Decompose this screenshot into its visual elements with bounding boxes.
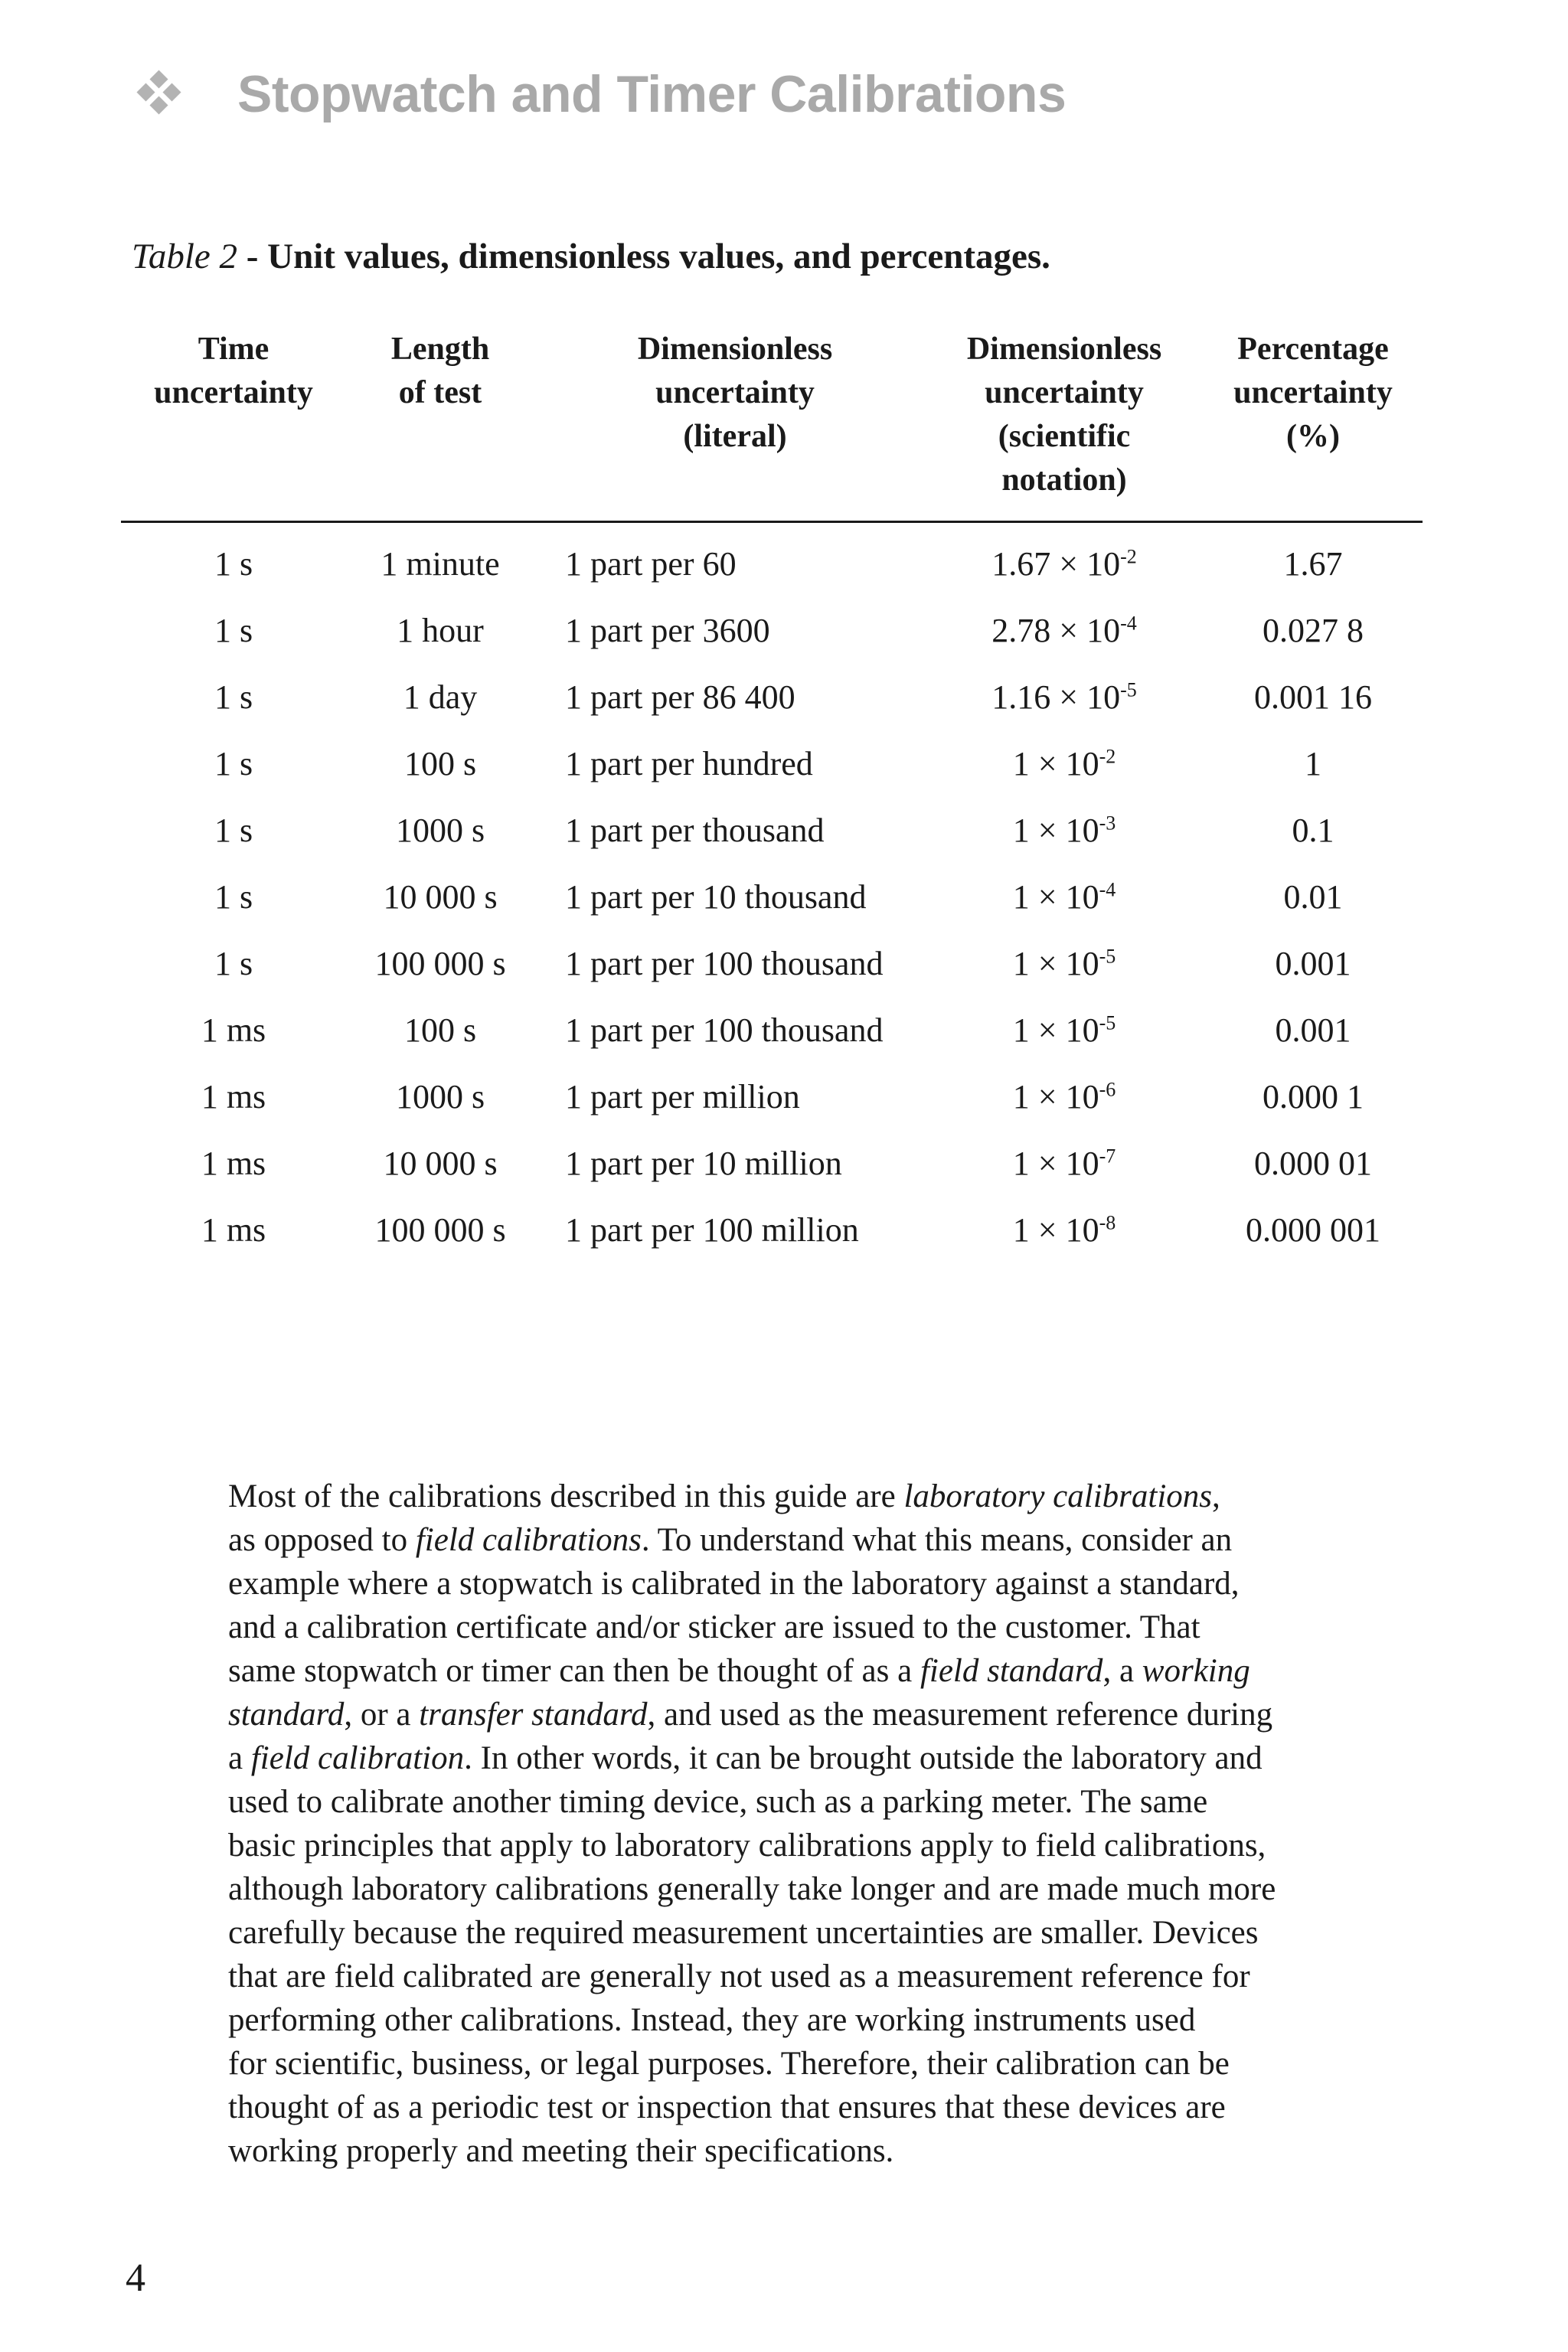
text-run: a xyxy=(228,1740,251,1776)
cell-literal: 1 part per 86 400 xyxy=(565,678,795,716)
paragraph-line xyxy=(228,1606,1423,1649)
cell-scientific xyxy=(926,1131,1202,1197)
cell-scientific xyxy=(926,665,1202,730)
table-row xyxy=(0,864,1568,930)
text-run: . To understand what this means, consider an xyxy=(641,1522,1233,1558)
cell-scientific xyxy=(926,1197,1202,1263)
sci-exponent: -6 xyxy=(1099,1078,1116,1101)
cell-literal: 1 part per 10 thousand xyxy=(565,878,867,916)
table-rule xyxy=(121,521,1423,523)
text-run: used to calibrate another timing device, such as a parking meter. The same xyxy=(228,1784,1208,1820)
cell-literal: 1 part per 100 thousand xyxy=(565,945,884,982)
italic-term: working xyxy=(1142,1653,1250,1689)
sci-exponent: -2 xyxy=(1120,545,1137,568)
cell-length: 100 s xyxy=(403,1011,477,1049)
text-run: Most of the calibrations described in this guide are xyxy=(228,1478,904,1514)
cell-time: 1 ms xyxy=(201,1011,266,1049)
text-run: carefully because the required measurement uncertainties are smaller. Devices xyxy=(228,1915,1259,1951)
paragraph-line xyxy=(228,2042,1423,2086)
cell-percent: 0.000 01 xyxy=(1254,1145,1372,1182)
table-caption xyxy=(132,236,1050,277)
text-run: , or a xyxy=(344,1697,420,1733)
paragraph-line xyxy=(228,1998,1423,2042)
cell-literal: 1 part per 3600 xyxy=(565,612,770,649)
four-diamond-icon xyxy=(135,70,184,119)
body-paragraph xyxy=(228,1475,1423,2173)
cell-length: 10 000 s xyxy=(383,878,498,916)
text-run: for scientific, business, or legal purposes. Therefore, their calibration can be xyxy=(228,2046,1230,2082)
sci-base: 1 × 10 xyxy=(1012,1211,1099,1249)
cell-length: 10 000 s xyxy=(383,1145,498,1182)
sci-base: 1 × 10 xyxy=(1012,945,1099,982)
header-time-uncertainty: Time uncertainty xyxy=(154,332,313,410)
text-run: , xyxy=(1212,1478,1220,1514)
cell-percent: 0.001 16 xyxy=(1254,678,1372,716)
paragraph-line xyxy=(228,1693,1423,1736)
sci-base: 1 × 10 xyxy=(1012,1011,1099,1049)
paragraph-line xyxy=(228,1736,1423,1780)
sci-exponent: -5 xyxy=(1099,1011,1116,1034)
page-header xyxy=(135,60,1066,129)
cell-scientific xyxy=(926,731,1202,797)
cell-scientific xyxy=(926,798,1202,864)
cell-percent: 0.000 1 xyxy=(1263,1078,1364,1116)
table-row xyxy=(0,1197,1568,1263)
sci-base: 1.16 × 10 xyxy=(991,678,1121,716)
paragraph-line xyxy=(228,1911,1423,1955)
cell-scientific xyxy=(926,598,1202,664)
sci-exponent: -2 xyxy=(1099,745,1116,768)
table-row xyxy=(0,998,1568,1063)
cell-scientific xyxy=(926,864,1202,930)
cell-percent: 0.1 xyxy=(1292,812,1334,849)
text-run: , and used as the measurement reference during xyxy=(647,1697,1273,1733)
sci-exponent: -4 xyxy=(1099,878,1116,901)
sci-exponent: -5 xyxy=(1099,945,1116,968)
paragraph-line xyxy=(228,1518,1423,1562)
text-run: as opposed to xyxy=(228,1522,416,1558)
paragraph-line xyxy=(228,2129,1423,2173)
text-run: working properly and meeting their specifications. xyxy=(228,2133,894,2169)
sci-exponent: -4 xyxy=(1120,612,1137,635)
paragraph-line xyxy=(228,1780,1423,1824)
cell-time: 1 ms xyxy=(201,1145,266,1182)
text-run: , a xyxy=(1102,1653,1142,1689)
page-number: 4 xyxy=(126,2256,145,2300)
cell-time: 1 s xyxy=(214,612,253,649)
cell-scientific xyxy=(926,931,1202,997)
cell-time: 1 s xyxy=(214,812,253,849)
sci-base: 2.78 × 10 xyxy=(991,612,1121,649)
cell-percent: 0.027 8 xyxy=(1263,612,1364,649)
cell-percent: 0.001 xyxy=(1275,1011,1351,1049)
italic-term: standard xyxy=(228,1697,345,1733)
italic-term: field calibrations xyxy=(415,1522,642,1558)
cell-literal: 1 part per 10 million xyxy=(565,1145,842,1182)
text-run: thought of as a periodic test or inspection that ensures that these devices are xyxy=(228,2089,1226,2125)
cell-length: 1 day xyxy=(403,678,478,716)
text-run: basic principles that apply to laboratory calibrations apply to field calibrations, xyxy=(228,1828,1266,1864)
cell-length: 100 s xyxy=(403,745,477,782)
header-dimensionless-literal: Dimensionless uncertainty (literal) xyxy=(637,332,833,454)
header-length-of-test: Length of test xyxy=(390,332,490,410)
paragraph-line xyxy=(228,1824,1423,1867)
text-run: and a calibration certificate and/or sticker are issued to the customer. That xyxy=(228,1609,1200,1645)
paragraph-line xyxy=(228,2086,1423,2129)
text-run: same stopwatch or timer can then be thought of as a xyxy=(228,1653,920,1689)
cell-scientific xyxy=(926,1064,1202,1130)
table-title: - Unit values, dimensionless values, and percentages. xyxy=(237,237,1050,276)
cell-literal: 1 part per 100 million xyxy=(565,1211,859,1249)
cell-literal: 1 part per thousand xyxy=(565,812,825,849)
cell-time: 1 s xyxy=(214,745,253,782)
paragraph-line xyxy=(228,1562,1423,1606)
cell-scientific xyxy=(926,998,1202,1063)
cell-literal: 1 part per hundred xyxy=(565,745,813,782)
cell-percent: 1.67 xyxy=(1283,545,1343,583)
italic-term: transfer standard xyxy=(419,1697,648,1733)
table-row xyxy=(0,798,1568,864)
table-row xyxy=(0,531,1568,597)
cell-scientific xyxy=(926,531,1202,597)
table-row xyxy=(0,731,1568,797)
text-run: performing other calibrations. Instead, they are working instruments used xyxy=(228,2002,1196,2038)
cell-time: 1 s xyxy=(214,678,253,716)
cell-time: 1 s xyxy=(214,878,253,916)
sci-exponent: -7 xyxy=(1099,1145,1116,1168)
cell-literal: 1 part per 100 thousand xyxy=(565,1011,884,1049)
table-label: Table 2 xyxy=(132,237,237,276)
italic-term: laboratory calibrations xyxy=(903,1478,1213,1514)
cell-length: 100 000 s xyxy=(374,1211,506,1249)
text-run: although laboratory calibrations generally take longer and are made much more xyxy=(228,1871,1276,1907)
italic-term: field calibration xyxy=(250,1740,465,1776)
sci-exponent: -3 xyxy=(1099,812,1116,835)
sci-base: 1 × 10 xyxy=(1012,878,1099,916)
paragraph-line xyxy=(228,1649,1423,1693)
text-run: that are field calibrated are generally not used as a measurement reference for xyxy=(228,1958,1250,1994)
cell-percent: 0.000 001 xyxy=(1246,1211,1380,1249)
cell-time: 1 s xyxy=(214,545,253,583)
cell-percent: 1 xyxy=(1305,745,1321,782)
cell-time: 1 s xyxy=(214,945,253,982)
paragraph-line xyxy=(228,1475,1423,1518)
cell-literal: 1 part per 60 xyxy=(565,545,737,583)
sci-exponent: -8 xyxy=(1099,1211,1116,1234)
cell-length: 1000 s xyxy=(395,1078,485,1116)
sci-base: 1 × 10 xyxy=(1012,1078,1099,1116)
header-dimensionless-scientific: Dimensionless uncertainty (scientific notation) xyxy=(966,332,1162,498)
table-row xyxy=(0,665,1568,730)
sci-base: 1.67 × 10 xyxy=(991,545,1121,583)
cell-time: 1 ms xyxy=(201,1211,266,1249)
cell-length: 100 000 s xyxy=(374,945,506,982)
cell-percent: 0.01 xyxy=(1283,878,1343,916)
table-row xyxy=(0,598,1568,664)
paragraph-line xyxy=(228,1955,1423,1998)
italic-term: field standard xyxy=(920,1653,1103,1689)
cell-percent: 0.001 xyxy=(1275,945,1351,982)
sci-base: 1 × 10 xyxy=(1012,1145,1099,1182)
table-row xyxy=(0,931,1568,997)
sci-exponent: -5 xyxy=(1120,678,1137,701)
sci-base: 1 × 10 xyxy=(1012,812,1099,849)
table-row xyxy=(0,1131,1568,1197)
header-title: Stopwatch and Timer Calibrations xyxy=(237,65,1067,123)
text-run: example where a stopwatch is calibrated in the laboratory against a standard, xyxy=(228,1566,1240,1602)
sci-base: 1 × 10 xyxy=(1012,745,1099,782)
table-row xyxy=(0,1064,1568,1130)
header-percentage-uncertainty: Percentage uncertainty (%) xyxy=(1233,332,1393,454)
cell-length: 1 minute xyxy=(381,545,500,583)
paragraph-line xyxy=(228,1867,1423,1911)
cell-literal: 1 part per million xyxy=(565,1078,800,1116)
cell-time: 1 ms xyxy=(201,1078,266,1116)
text-run: . In other words, it can be brought outside the laboratory and xyxy=(464,1740,1263,1776)
cell-length: 1 hour xyxy=(397,612,484,649)
cell-length: 1000 s xyxy=(395,812,485,849)
